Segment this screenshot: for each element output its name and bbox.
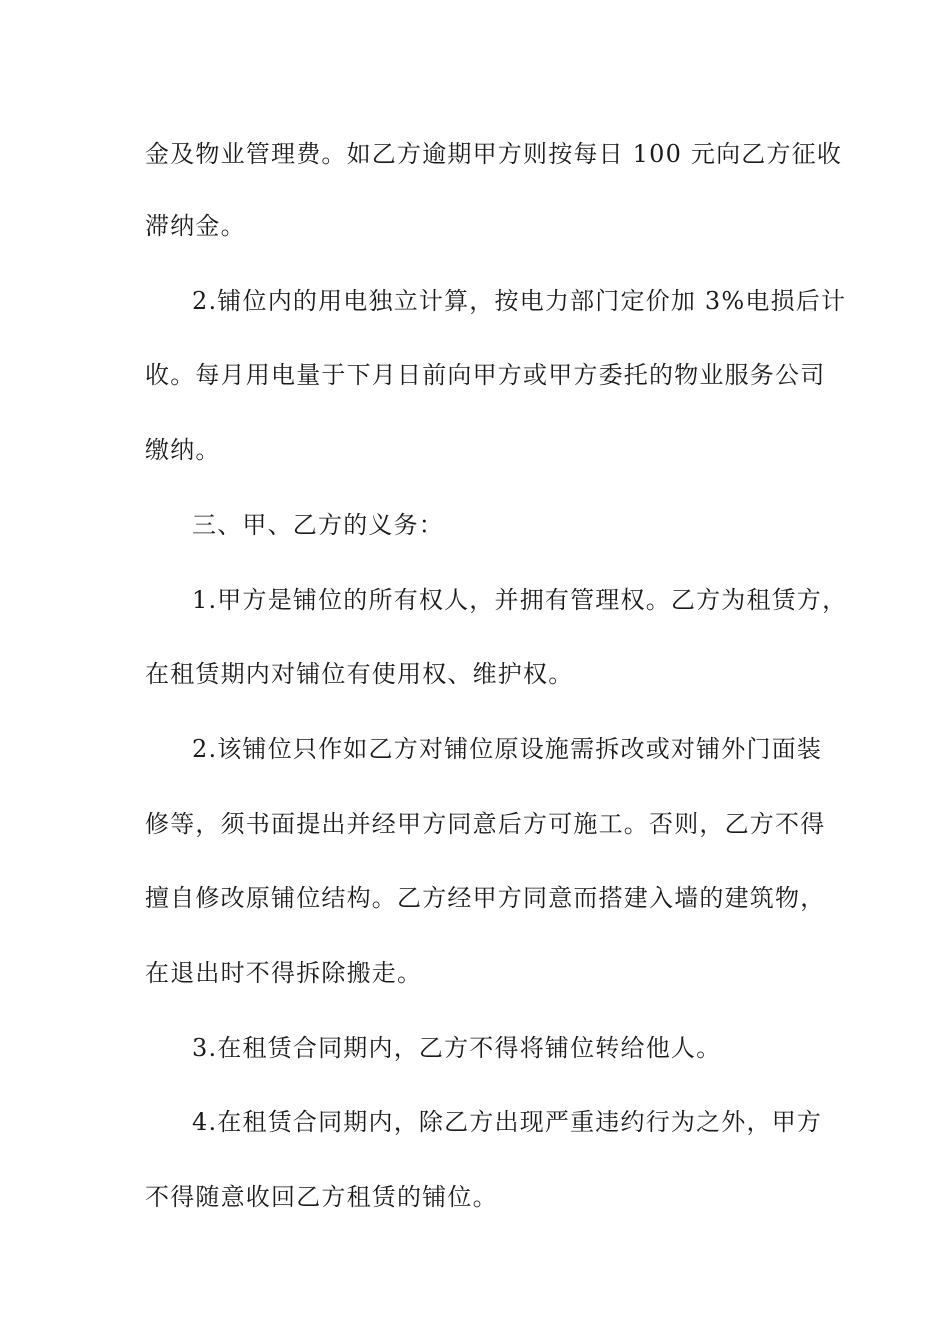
paragraph-line: 4.在租赁合同期内，除乙方出现严重违约行为之外，甲方: [192, 1108, 823, 1136]
paragraph-line: 1.甲方是铺位的所有权人，并拥有管理权。乙方为租赁方，: [192, 586, 848, 614]
paragraph-line: 在退出时不得拆除搬走。: [145, 959, 423, 987]
paragraph-line: 修等，须书面提出并经甲方同意后方可施工。否则，乙方不得: [145, 810, 826, 838]
paragraph-line: 2.铺位内的用电独立计算，按电力部门定价加 3%电损后计: [192, 287, 847, 315]
section-heading: 三、甲、乙方的义务：: [192, 511, 444, 539]
paragraph-line: 不得随意收回乙方租赁的铺位。: [145, 1183, 498, 1211]
paragraph-line: 收。每月用电量于下月日前向甲方或甲方委托的物业服务公司: [145, 361, 826, 389]
paragraph-line: 3.在租赁合同期内，乙方不得将铺位转给他人。: [192, 1034, 722, 1062]
paragraph-line: 金及物业管理费。如乙方逾期甲方则按每日 100 元向乙方征收: [145, 140, 843, 168]
paragraph-line: 滞纳金。: [145, 212, 246, 240]
paragraph-line: 擅自修改原铺位结构。乙方经甲方同意而搭建入墙的建筑物，: [145, 884, 826, 912]
paragraph-line: 2.该铺位只作如乙方对铺位原设施需拆改或对铺外门面装: [192, 735, 823, 763]
paragraph-line: 缴纳。: [145, 436, 221, 464]
paragraph-line: 在租赁期内对铺位有使用权、维护权。: [145, 660, 574, 688]
